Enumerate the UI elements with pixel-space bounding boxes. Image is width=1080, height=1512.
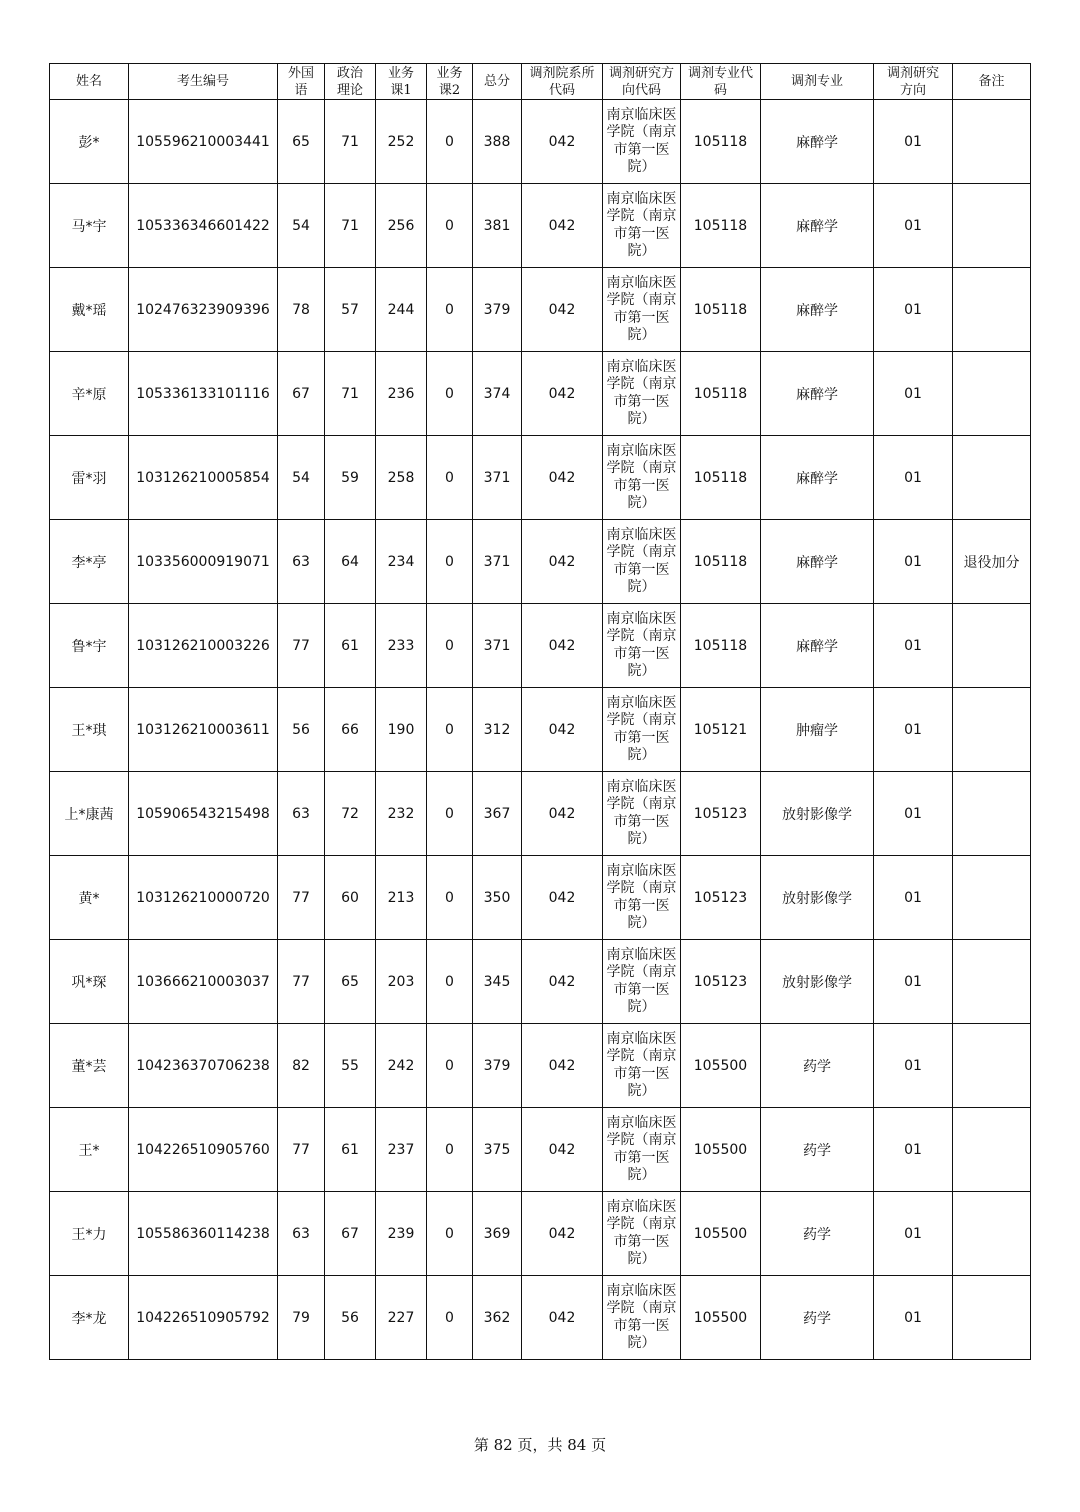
dept-line: 院）: [627, 915, 656, 931]
dept-line: 院）: [627, 495, 656, 511]
header-total: 总分: [473, 64, 522, 100]
cell-direction-dept: [603, 352, 681, 436]
dept-line: 市第一医: [613, 897, 670, 914]
cell-politics: 55: [325, 1024, 376, 1108]
cell-notes: [953, 100, 1031, 184]
cell-dept-code: 042: [522, 520, 603, 604]
cell-direction-dept: [603, 1024, 681, 1108]
cell-foreign-language: 54: [278, 184, 325, 268]
cell-major-code: 105500: [681, 1192, 761, 1276]
cell-major-code: 105500: [681, 1108, 761, 1192]
cell-exam-id: 105336346601422: [129, 184, 278, 268]
cell-course2: 0: [427, 520, 473, 604]
dept-line: 南京临床医: [606, 190, 677, 207]
cell-course1: 242: [376, 1024, 427, 1108]
cell-course2: 0: [427, 688, 473, 772]
cell-total: 312: [473, 688, 522, 772]
cell-exam-id: 103126210005854: [129, 436, 278, 520]
header-row: [50, 64, 1031, 100]
dept-line: 院）: [627, 327, 656, 343]
table-row: [50, 688, 1031, 772]
cell-total: 381: [473, 184, 522, 268]
dept-line: 院）: [627, 411, 656, 427]
cell-name: 辛*原: [50, 352, 129, 436]
cell-notes: [953, 1108, 1031, 1192]
dept-line: 学院（南京: [606, 712, 677, 728]
cell-name: 马*宇: [50, 184, 129, 268]
dept-line: 院）: [627, 831, 656, 847]
cell-dept-code: 042: [522, 100, 603, 184]
cell-foreign-language: 67: [278, 352, 325, 436]
cell-foreign-language: 56: [278, 688, 325, 772]
cell-notes: [953, 856, 1031, 940]
cell-course1: 239: [376, 1192, 427, 1276]
header-direction-code: 调剂研究方 向代码: [603, 64, 681, 100]
cell-exam-id: 104236370706238: [129, 1024, 278, 1108]
dept-line: 学院（南京: [606, 796, 677, 812]
cell-major-code: 105121: [681, 688, 761, 772]
cell-research-direction: 01: [874, 100, 953, 184]
cell-research-direction: 01: [874, 688, 953, 772]
cell-research-direction: 01: [874, 940, 953, 1024]
table-row: [50, 1192, 1031, 1276]
cell-exam-id: 105596210003441: [129, 100, 278, 184]
cell-direction-dept: [603, 604, 681, 688]
cell-exam-id: 103126210003611: [129, 688, 278, 772]
cell-dept-code: 042: [522, 1192, 603, 1276]
dept-line: 南京临床医: [606, 1198, 677, 1215]
dept-line: 学院（南京: [606, 1300, 677, 1316]
dept-line: 市第一医: [613, 225, 670, 242]
cell-politics: 64: [325, 520, 376, 604]
cell-research-direction: 01: [874, 436, 953, 520]
dept-line: 南京临床医: [606, 694, 677, 711]
admission-table: [49, 63, 1031, 1360]
cell-major: 放射影像学: [761, 772, 874, 856]
dept-line: 南京临床医: [606, 1282, 677, 1299]
dept-line: 市第一医: [613, 309, 670, 326]
cell-course1: 233: [376, 604, 427, 688]
header-course2: 业务 课2: [427, 64, 473, 100]
header-exam-id: 考生编号: [129, 64, 278, 100]
cell-name: 鲁*宇: [50, 604, 129, 688]
cell-notes: [953, 1276, 1031, 1360]
cell-name: 王*: [50, 1108, 129, 1192]
cell-total: 367: [473, 772, 522, 856]
cell-research-direction: 01: [874, 1276, 953, 1360]
dept-line: 学院（南京: [606, 964, 677, 980]
cell-major-code: 105500: [681, 1276, 761, 1360]
cell-research-direction: 01: [874, 604, 953, 688]
cell-course2: 0: [427, 856, 473, 940]
cell-direction-dept: [603, 688, 681, 772]
cell-course2: 0: [427, 1192, 473, 1276]
cell-foreign-language: 63: [278, 1192, 325, 1276]
cell-total: 371: [473, 436, 522, 520]
cell-major-code: 105123: [681, 772, 761, 856]
cell-course1: 252: [376, 100, 427, 184]
dept-line: 院）: [627, 159, 656, 175]
cell-foreign-language: 63: [278, 772, 325, 856]
table-row: [50, 1276, 1031, 1360]
cell-foreign-language: 77: [278, 856, 325, 940]
dept-line: 市第一医: [613, 477, 670, 494]
cell-major-code: 105500: [681, 1024, 761, 1108]
cell-total: 371: [473, 520, 522, 604]
cell-major: 放射影像学: [761, 940, 874, 1024]
cell-course1: 190: [376, 688, 427, 772]
cell-exam-id: 103126210000720: [129, 856, 278, 940]
cell-major: 麻醉学: [761, 184, 874, 268]
cell-research-direction: 01: [874, 268, 953, 352]
dept-line: 南京临床医: [606, 778, 677, 795]
cell-course2: 0: [427, 604, 473, 688]
cell-foreign-language: 77: [278, 940, 325, 1024]
cell-course1: 236: [376, 352, 427, 436]
cell-major-code: 105118: [681, 352, 761, 436]
cell-research-direction: 01: [874, 352, 953, 436]
cell-notes: 退役加分: [953, 520, 1031, 604]
dept-line: 南京临床医: [606, 1030, 677, 1047]
dept-line: 南京临床医: [606, 106, 677, 123]
cell-name: 王*力: [50, 1192, 129, 1276]
cell-major-code: 105123: [681, 940, 761, 1024]
dept-line: 学院（南京: [606, 628, 677, 644]
cell-politics: 56: [325, 1276, 376, 1360]
cell-major: 药学: [761, 1108, 874, 1192]
table-body: [50, 100, 1031, 1360]
cell-name: 李*亭: [50, 520, 129, 604]
cell-dept-code: 042: [522, 1108, 603, 1192]
cell-dept-code: 042: [522, 940, 603, 1024]
dept-line: 南京临床医: [606, 274, 677, 291]
cell-name: 彭*: [50, 100, 129, 184]
cell-course1: 213: [376, 856, 427, 940]
table-row: [50, 1024, 1031, 1108]
cell-dept-code: 042: [522, 184, 603, 268]
cell-foreign-language: 77: [278, 604, 325, 688]
cell-exam-id: 103666210003037: [129, 940, 278, 1024]
cell-major: 麻醉学: [761, 604, 874, 688]
header-course1: 业务 课1: [376, 64, 427, 100]
cell-dept-code: 042: [522, 352, 603, 436]
cell-notes: [953, 772, 1031, 856]
dept-line: 南京临床医: [606, 946, 677, 963]
cell-notes: [953, 604, 1031, 688]
cell-notes: [953, 1192, 1031, 1276]
cell-dept-code: 042: [522, 772, 603, 856]
cell-notes: [953, 940, 1031, 1024]
cell-notes: [953, 268, 1031, 352]
cell-foreign-language: 54: [278, 436, 325, 520]
table-row: [50, 268, 1031, 352]
cell-notes: [953, 352, 1031, 436]
cell-direction-dept: [603, 100, 681, 184]
cell-notes: [953, 436, 1031, 520]
cell-politics: 65: [325, 940, 376, 1024]
page-number: 第 82 页，共 84 页: [473, 1436, 607, 1454]
cell-research-direction: 01: [874, 184, 953, 268]
cell-total: 362: [473, 1276, 522, 1360]
cell-course2: 0: [427, 436, 473, 520]
cell-direction-dept: [603, 940, 681, 1024]
cell-exam-id: 104226510905760: [129, 1108, 278, 1192]
header-name: 姓名: [50, 64, 129, 100]
cell-direction-dept: [603, 1108, 681, 1192]
cell-research-direction: 01: [874, 1024, 953, 1108]
cell-dept-code: 042: [522, 1024, 603, 1108]
dept-line: 市第一医: [613, 141, 670, 158]
header-foreign-language: 外国 语: [278, 64, 325, 100]
dept-line: 市第一医: [613, 1233, 670, 1250]
cell-major: 药学: [761, 1192, 874, 1276]
cell-major-code: 105118: [681, 184, 761, 268]
cell-politics: 71: [325, 352, 376, 436]
cell-major: 麻醉学: [761, 436, 874, 520]
cell-dept-code: 042: [522, 604, 603, 688]
cell-major: 肿瘤学: [761, 688, 874, 772]
cell-major: 麻醉学: [761, 100, 874, 184]
cell-course2: 0: [427, 268, 473, 352]
dept-line: 市第一医: [613, 1065, 670, 1082]
table-row: [50, 352, 1031, 436]
cell-politics: 66: [325, 688, 376, 772]
dept-line: 院）: [627, 243, 656, 259]
cell-politics: 67: [325, 1192, 376, 1276]
dept-line: 院）: [627, 663, 656, 679]
cell-foreign-language: 79: [278, 1276, 325, 1360]
cell-research-direction: 01: [874, 520, 953, 604]
cell-research-direction: 01: [874, 1108, 953, 1192]
header-notes: 备注: [953, 64, 1031, 100]
cell-dept-code: 042: [522, 1276, 603, 1360]
cell-total: 345: [473, 940, 522, 1024]
dept-line: 南京临床医: [606, 1114, 677, 1131]
cell-course2: 0: [427, 772, 473, 856]
cell-direction-dept: [603, 520, 681, 604]
cell-exam-id: 103126210003226: [129, 604, 278, 688]
cell-dept-code: 042: [522, 436, 603, 520]
header-politics: 政治 理论: [325, 64, 376, 100]
cell-direction-dept: [603, 436, 681, 520]
dept-line: 市第一医: [613, 561, 670, 578]
header-dept-code: 调剂院系所 代码: [522, 64, 603, 100]
dept-line: 南京临床医: [606, 526, 677, 543]
cell-total: 379: [473, 1024, 522, 1108]
cell-notes: [953, 688, 1031, 772]
cell-name: 王*琪: [50, 688, 129, 772]
cell-direction-dept: [603, 184, 681, 268]
cell-major: 药学: [761, 1024, 874, 1108]
cell-major-code: 105118: [681, 520, 761, 604]
header-research-direction: 调剂研究 方向: [874, 64, 953, 100]
cell-politics: 57: [325, 268, 376, 352]
dept-line: 学院（南京: [606, 1132, 677, 1148]
cell-notes: [953, 1024, 1031, 1108]
cell-exam-id: 105586360114238: [129, 1192, 278, 1276]
dept-line: 院）: [627, 747, 656, 763]
cell-major-code: 105118: [681, 100, 761, 184]
cell-research-direction: 01: [874, 856, 953, 940]
cell-course2: 0: [427, 100, 473, 184]
cell-course2: 0: [427, 352, 473, 436]
cell-total: 371: [473, 604, 522, 688]
cell-direction-dept: [603, 1276, 681, 1360]
cell-course1: 234: [376, 520, 427, 604]
cell-course2: 0: [427, 1024, 473, 1108]
cell-course2: 0: [427, 1276, 473, 1360]
dept-line: 学院（南京: [606, 1048, 677, 1064]
dept-line: 市第一医: [613, 645, 670, 662]
cell-total: 375: [473, 1108, 522, 1192]
cell-course2: 0: [427, 940, 473, 1024]
table-row: [50, 856, 1031, 940]
dept-line: 学院（南京: [606, 880, 677, 896]
cell-politics: 71: [325, 100, 376, 184]
cell-major-code: 105123: [681, 856, 761, 940]
dept-line: 学院（南京: [606, 376, 677, 392]
cell-course1: 227: [376, 1276, 427, 1360]
cell-course2: 0: [427, 184, 473, 268]
dept-line: 市第一医: [613, 981, 670, 998]
cell-major-code: 105118: [681, 268, 761, 352]
cell-course1: 203: [376, 940, 427, 1024]
cell-exam-id: 104226510905792: [129, 1276, 278, 1360]
table-row: [50, 772, 1031, 856]
cell-foreign-language: 77: [278, 1108, 325, 1192]
cell-name: 李*龙: [50, 1276, 129, 1360]
dept-line: 市第一医: [613, 1149, 670, 1166]
cell-dept-code: 042: [522, 856, 603, 940]
cell-politics: 61: [325, 1108, 376, 1192]
cell-name: 雷*羽: [50, 436, 129, 520]
cell-foreign-language: 63: [278, 520, 325, 604]
cell-name: 黄*: [50, 856, 129, 940]
cell-course2: 0: [427, 1108, 473, 1192]
table-row: [50, 1108, 1031, 1192]
header-major-code: 调剂专业代 码: [681, 64, 761, 100]
cell-name: 上*康茜: [50, 772, 129, 856]
cell-research-direction: 01: [874, 1192, 953, 1276]
dept-line: 院）: [627, 999, 656, 1015]
cell-name: 戴*瑶: [50, 268, 129, 352]
dept-line: 学院（南京: [606, 208, 677, 224]
cell-exam-id: 105906543215498: [129, 772, 278, 856]
dept-line: 院）: [627, 579, 656, 595]
cell-total: 350: [473, 856, 522, 940]
cell-politics: 71: [325, 184, 376, 268]
cell-course1: 232: [376, 772, 427, 856]
cell-direction-dept: [603, 772, 681, 856]
cell-total: 369: [473, 1192, 522, 1276]
cell-foreign-language: 78: [278, 268, 325, 352]
cell-politics: 59: [325, 436, 376, 520]
cell-dept-code: 042: [522, 688, 603, 772]
dept-line: 院）: [627, 1083, 656, 1099]
cell-course1: 256: [376, 184, 427, 268]
table-row: [50, 100, 1031, 184]
dept-line: 学院（南京: [606, 124, 677, 140]
dept-line: 市第一医: [613, 813, 670, 830]
table-row: [50, 184, 1031, 268]
cell-notes: [953, 184, 1031, 268]
cell-politics: 61: [325, 604, 376, 688]
dept-line: 院）: [627, 1251, 656, 1267]
table-row: [50, 436, 1031, 520]
cell-exam-id: 103356000919071: [129, 520, 278, 604]
cell-major: 麻醉学: [761, 268, 874, 352]
dept-line: 南京临床医: [606, 358, 677, 375]
cell-dept-code: 042: [522, 268, 603, 352]
cell-politics: 72: [325, 772, 376, 856]
dept-line: 学院（南京: [606, 460, 677, 476]
cell-major-code: 105118: [681, 604, 761, 688]
dept-line: 学院（南京: [606, 1216, 677, 1232]
dept-line: 院）: [627, 1167, 656, 1183]
cell-direction-dept: [603, 1192, 681, 1276]
cell-total: 379: [473, 268, 522, 352]
cell-name: 董*芸: [50, 1024, 129, 1108]
cell-politics: 60: [325, 856, 376, 940]
dept-line: 院）: [627, 1335, 656, 1351]
cell-exam-id: 102476323909396: [129, 268, 278, 352]
cell-total: 374: [473, 352, 522, 436]
dept-line: 学院（南京: [606, 292, 677, 308]
cell-course1: 244: [376, 268, 427, 352]
dept-line: 南京临床医: [606, 610, 677, 627]
table-row: [50, 520, 1031, 604]
dept-line: 南京临床医: [606, 862, 677, 879]
header-major: 调剂专业: [761, 64, 874, 100]
cell-major-code: 105118: [681, 436, 761, 520]
dept-line: 市第一医: [613, 729, 670, 746]
dept-line: 南京临床医: [606, 442, 677, 459]
dept-line: 市第一医: [613, 1317, 670, 1334]
cell-foreign-language: 82: [278, 1024, 325, 1108]
cell-course1: 258: [376, 436, 427, 520]
table-row: [50, 940, 1031, 1024]
table-row: [50, 604, 1031, 688]
cell-major: 麻醉学: [761, 520, 874, 604]
cell-exam-id: 105336133101116: [129, 352, 278, 436]
cell-major: 放射影像学: [761, 856, 874, 940]
cell-course1: 237: [376, 1108, 427, 1192]
cell-research-direction: 01: [874, 772, 953, 856]
cell-direction-dept: [603, 268, 681, 352]
cell-foreign-language: 65: [278, 100, 325, 184]
cell-total: 388: [473, 100, 522, 184]
dept-line: 市第一医: [613, 393, 670, 410]
dept-line: 学院（南京: [606, 544, 677, 560]
cell-name: 巩*琛: [50, 940, 129, 1024]
cell-direction-dept: [603, 856, 681, 940]
cell-major: 麻醉学: [761, 352, 874, 436]
cell-major: 药学: [761, 1276, 874, 1360]
